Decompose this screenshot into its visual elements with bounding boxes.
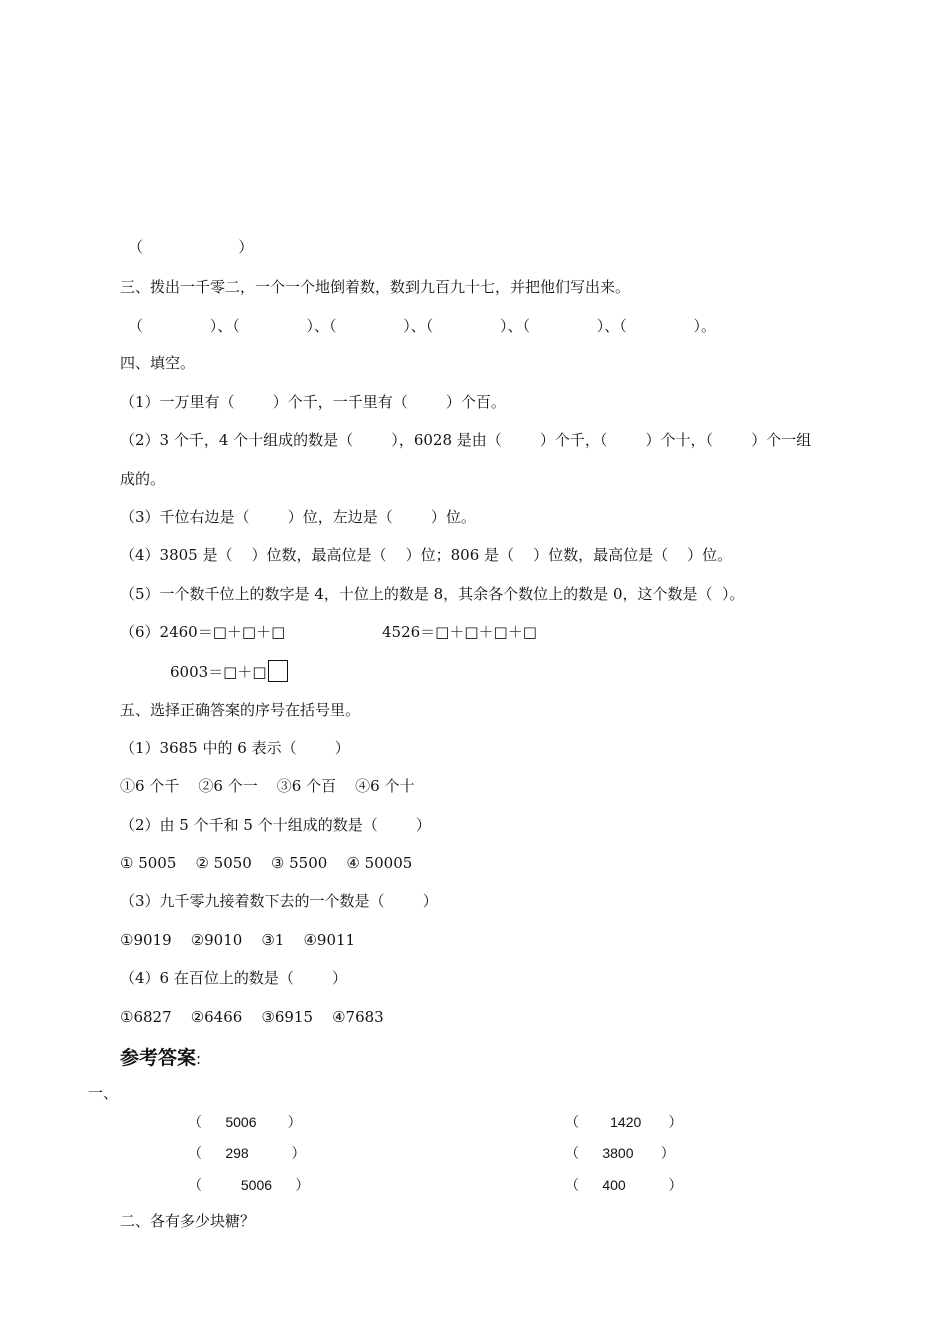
answer-right-1: （ 1420 ） [565, 1114, 683, 1130]
fill-question-6c [170, 660, 288, 682]
fill-question-5: （5）一个数千位上的数字是 4，十位上的数是 8，其余各个数位上的数是 0，这个数是（ ）。 [120, 585, 745, 603]
answer-left-3: （ 5006 ） [188, 1177, 310, 1193]
answers-title-text: 参考答案 [120, 1047, 197, 1069]
fill-question-2-line-2: 成的。 [120, 470, 166, 488]
answers-section-2: 二、各有多少块糖？ [120, 1212, 256, 1230]
fill-question-6a: （6）2460＝□＋□＋□ [120, 623, 286, 641]
fill-question-1: （1）一万里有（ ）个千，一千里有（ ）个百。 [120, 393, 506, 411]
blank-line-top: （ ） [128, 238, 254, 256]
answer-box [268, 660, 288, 682]
choice-question-3: （3）九千零九接着数下去的一个数是（ ） [120, 892, 438, 910]
answers-title [120, 1046, 201, 1071]
choice-options-1: ①6 个千 ②6 个一 ③6 个百 ④6 个十 [120, 777, 415, 795]
choice-options-2: ① 5005 ② 5050 ③ 5500 ④ 50005 [120, 854, 413, 872]
choice-question-4: （4）6 在百位上的数是（ ） [120, 969, 348, 987]
section-3-title: 三、拨出一千零二，一个一个地倒着数，数到九百九十七，并把他们写出来。 [120, 278, 631, 296]
section-5-title: 五、选择正确答案的序号在括号里。 [120, 701, 361, 719]
answer-left-1: （ 5006 ） [188, 1114, 302, 1130]
fill-question-4: （4）3805 是（ ）位数，最高位是（ ）位；806 是（ ）位数，最高位是（ ）位。 [120, 546, 733, 564]
answers-title-colon: : [196, 1050, 202, 1068]
section-4-title: 四、填空。 [120, 354, 196, 372]
choice-options-3: ①9019 ②9010 ③1 ④9011 [120, 931, 356, 949]
fill-question-3: （3）千位右边是（ ）位，左边是（ ）位。 [120, 508, 476, 526]
fill-question-6c-text: 6003＝□＋□ [170, 663, 267, 681]
section-3-blanks: （ ）、（ ）、（ ）、（ ）、（ ）、（ ）。 [128, 317, 717, 335]
choice-question-2: （2）由 5 个千和 5 个十组成的数是（ ） [120, 816, 431, 834]
answer-right-3: （ 400 ） [565, 1177, 683, 1193]
choice-question-1: （1）3685 中的 6 表示（ ） [120, 739, 350, 757]
answer-left-2: （ 298 ） [188, 1145, 306, 1161]
fill-question-2-line-1: （2）3 个千，4 个十组成的数是（ ），6028 是由（ ）个千，（ ）个十，（ ）个一组 [120, 431, 812, 449]
answers-section-1: 一、 [88, 1084, 119, 1102]
fill-question-6b: 4526＝□＋□＋□＋□ [382, 623, 537, 641]
choice-options-4: ①6827 ②6466 ③6915 ④7683 [120, 1008, 384, 1026]
answer-right-2: （ 3800 ） [565, 1145, 675, 1161]
